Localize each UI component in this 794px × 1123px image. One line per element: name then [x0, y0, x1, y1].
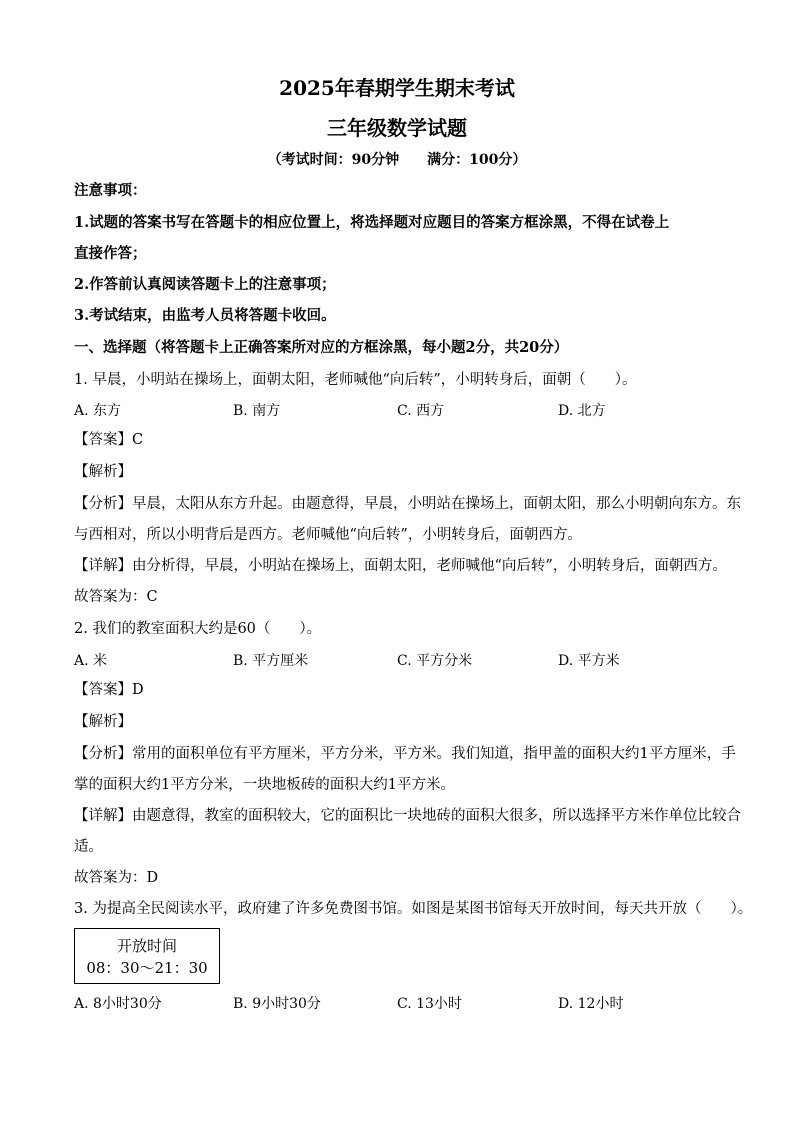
q2-stem: 2. 我们的教室面积大约是60（ ）。 — [74, 621, 322, 637]
q3-option-b: B. 9小时30分 — [233, 996, 321, 1012]
section-1-heading: 一、选择题（将答题卡上正确答案所对应的方框涂黑，每小题2分，共20分） — [74, 339, 569, 356]
q1-option-a: A. 东方 — [74, 403, 122, 419]
notice-heading: 注意事项： — [74, 182, 147, 199]
opening-hours-time: 08：30～21：30 — [86, 959, 208, 977]
q2-fenxi-line-1: 【分析】常用的面积单位有平方厘米，平方分米，平方米。我们知道，指甲盖的面积大约1平方厘米，手 — [74, 746, 736, 762]
q2-option-b: B. 平方厘米 — [233, 653, 309, 669]
q1-detail: 【详解】由分析得，早晨，小明站在操场上，面朝太阳，老师喊他“向后转”，小明转身后，面朝西方。 — [74, 558, 727, 574]
q1-fenxi-line-2: 与西相对，所以小明背后是西方。老师喊他“向后转”，小明转身后，面朝西方。 — [74, 527, 582, 543]
exam-title: 2025年春期学生期末考试 — [279, 76, 515, 100]
q3-option-a: A. 8小时30分 — [74, 996, 162, 1012]
q2-detail-line-1: 【详解】由题意得，教室的面积较大，它的面积比一块地砖的面积大很多，所以选择平方米作单位比较合 — [74, 808, 741, 824]
q2-option-d: D. 平方米 — [558, 653, 620, 669]
q2-option-a: A. 米 — [74, 653, 108, 669]
exam-subtitle: 三年级数学试题 — [327, 116, 467, 140]
opening-hours-box — [74, 928, 220, 984]
notice-item-2: 2.作答前认真阅读答题卡上的注意事项； — [74, 276, 336, 293]
q1-option-c: C. 西方 — [397, 403, 445, 419]
q1-option-b: B. 南方 — [233, 403, 281, 419]
q3-option-c: C. 13小时 — [397, 996, 462, 1012]
q2-option-c: C. 平方分米 — [397, 653, 473, 669]
notice-item-3: 3.考试结束，由监考人员将答题卡收回。 — [74, 307, 336, 324]
q1-analysis-tag: 【解析】 — [74, 464, 132, 480]
exam-info: （考试时间：90分钟 满分：100分） — [267, 152, 527, 168]
q1-stem: 1. 早晨，小明站在操场上，面朝太阳，老师喊他“向后转”，小明转身后，面朝（ ）。 — [74, 372, 637, 388]
q1-answer: 【答案】C — [74, 432, 144, 448]
q2-analysis-tag: 【解析】 — [74, 714, 132, 730]
q2-fenxi-line-2: 掌的面积大约1平方分米，一块地板砖的面积大约1平方米。 — [74, 777, 455, 793]
notice-item-1-line-2: 直接作答； — [74, 245, 147, 262]
notice-item-1-line-1: 1.试题的答案书写在答题卡的相应位置上，将选择题对应题目的答案方框涂黑，不得在试卷上 — [74, 214, 670, 231]
q1-option-d: D. 北方 — [558, 403, 606, 419]
q2-conclusion: 故答案为：D — [74, 870, 159, 886]
q3-option-d: D. 12小时 — [558, 996, 624, 1012]
opening-hours-title: 开放时间 — [116, 937, 177, 955]
q3-stem: 3. 为提高全民阅读水平，政府建了许多免费图书馆。如图是某图书馆每天开放时间，每天共开放（ ）。 — [74, 901, 753, 917]
q2-detail-line-2: 适。 — [74, 839, 103, 855]
q1-fenxi-line-1: 【分析】早晨，太阳从东方升起。由题意得，早晨，小明站在操场上，面朝太阳，那么小明朝向东方。东 — [74, 496, 741, 512]
q1-conclusion: 故答案为：C — [74, 589, 158, 605]
q2-answer: 【答案】D — [74, 682, 144, 698]
